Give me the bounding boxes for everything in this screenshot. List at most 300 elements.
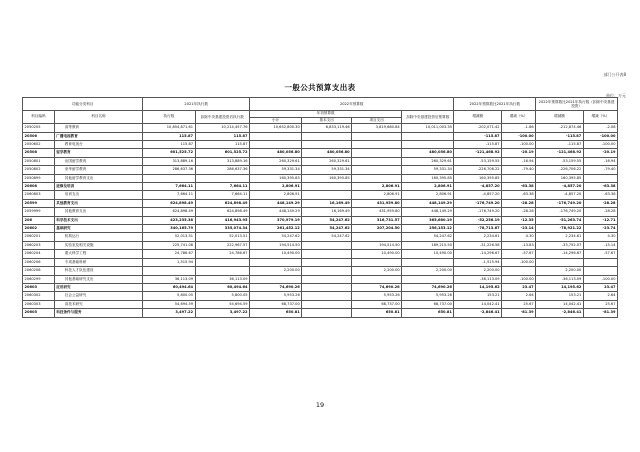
corner-label: 部门公开表8 [603,72,626,77]
header-func-class: 功能分类科目 [23,98,143,111]
header-annual-budget: 年初预算数 [250,111,402,118]
table-row [23,216,618,224]
cell-exec-excl: 601,525.72 [195,149,249,157]
cell-diff-amount: -14,296.67 [454,250,502,258]
cell-subtotal: 448,149.29 [250,199,302,207]
cell-exec-excl [195,258,249,266]
cell-diff-amount-2: 160,395.85 [536,174,584,182]
cell-diff-amount: -1,515.94 [454,258,502,266]
cell-exec: 624,898.49 [143,208,195,216]
cell-diff-amount: -226,706.22 [454,166,502,174]
cell-diff-rate [502,174,536,182]
cell-diff-amount: -176,749.20 [454,199,502,207]
cell-basic: 16,169.49 [302,208,352,216]
cell-budget-excl: 365,680.19 [402,216,454,224]
table-row [23,166,618,174]
cell-project: 431,959.80 [352,199,402,207]
cell-diff-amount: -115.87 [454,141,502,149]
cell-budget-excl: 480,056.80 [402,149,454,157]
cell-project: 2,806.91 [352,183,402,191]
cell-diff-amount: -4,857.20 [454,183,502,191]
header-budget-excl: 扣除中央基建投资后预算数 [402,111,454,124]
cell-project: 431,959.80 [352,208,402,216]
cell-budget-excl: 448,149.29 [402,199,454,207]
cell-diff-rate-2 [583,258,617,266]
cell-diff-amount: -4,857.20 [454,191,502,199]
cell-exec-excl: 54,694.59 [195,300,249,308]
table-row [23,174,618,182]
cell-diff-amount-2: -33,752.07 [536,241,584,249]
cell-project: 68,737.00 [352,300,402,308]
cell-diff-amount-2: -115.87 [536,132,584,140]
cell-subtotal: 260,329.61 [250,157,302,165]
cell-project: 3,819,680.84 [352,124,402,132]
cell-diff-amount-2: -2,846.41 [536,309,584,317]
cell-diff-rate-2: -28.28 [583,208,617,216]
cell-diff-rate: 2.64 [502,292,536,300]
cell-diff-rate-2: -12.71 [583,216,617,224]
table-body [23,124,618,317]
cell-exec-excl: 115.87 [195,132,249,140]
cell-subtotal: 2,806.91 [250,191,302,199]
cell-code: 2060204 [23,250,55,258]
cell-exec-excl: 222,967.57 [195,241,249,249]
cell-budget-excl [402,132,454,140]
cell-diff-amount: -78,713.67 [454,225,502,233]
cell-diff-rate-2 [583,267,617,275]
cell-project [352,157,402,165]
cell-name: 高等教育 [54,124,143,132]
cell-diff-rate [502,267,536,275]
table-row [23,199,618,207]
cell-basic [302,275,352,283]
cell-project [352,132,402,140]
cell-exec: 60,494.64 [143,283,195,291]
header-subtotal: 小计 [250,117,302,124]
cell-subtotal: 59,331.34 [250,166,302,174]
cell-exec: 601,525.72 [143,149,195,157]
cell-diff-rate-2: -100.00 [583,275,617,283]
table-row [23,191,618,199]
cell-diff-rate-2: -23.74 [583,225,617,233]
cell-diff-rate: -28.28 [502,199,536,207]
cell-subtotal: 5,953.26 [250,292,302,300]
table-row [23,267,618,275]
cell-exec-excl: 286,637.36 [195,166,249,174]
cell-diff-rate-2: -20.19 [583,149,617,157]
page-title: 一般公共预算支出表 [284,83,356,92]
cell-diff-amount-2: -51,263.74 [536,216,584,224]
cell-diff-rate: -20.19 [502,149,536,157]
header-inc-amount-2: 增减额 [536,111,584,124]
cell-basic [302,267,352,275]
cell-subtotal: 650.81 [250,309,302,317]
cell-diff-amount-2: 14,042.41 [536,300,584,308]
cell-name: 其他教育支出 [54,208,143,216]
cell-diff-rate: -100.00 [502,132,536,140]
table-row [23,132,618,140]
cell-diff-rate-2: -63.38 [583,191,617,199]
cell-project [352,174,402,182]
cell-exec: 7,664.11 [143,183,195,191]
cell-basic: 16,169.49 [302,199,352,207]
header-inc-rate: 增减（%） [502,111,536,124]
cell-subtotal [250,258,302,266]
header-inc-amount: 增减额 [454,111,502,124]
cell-code: 20508 [23,149,55,157]
cell-diff-amount: -53,159.55 [454,157,502,165]
cell-budget-excl: 448,149.29 [402,208,454,216]
cell-budget-excl: 2,806.91 [402,183,454,191]
cell-project: 316,731.57 [352,216,402,224]
cell-project: 194,514.50 [352,241,402,249]
cell-name: 出国留学教育 [54,157,143,165]
cell-basic: 260,329.61 [302,157,352,165]
cell-diff-rate: -100.00 [502,275,536,283]
cell-diff-rate: -63.38 [502,183,536,191]
cell-exec-excl: 10,214,457.76 [195,124,249,132]
cell-diff-amount: 14,042.41 [454,300,502,308]
cell-subtotal: 2,200.00 [250,267,302,275]
cell-name: 来华留学教育 [54,166,143,174]
cell-exec-excl: 24,786.67 [195,250,249,258]
header-budget-2022: 2022年预算数 [250,98,454,111]
cell-code: 20608 [23,183,55,191]
cell-name: 科技条件与服务 [54,309,143,317]
cell-budget-excl: 189,215.50 [402,241,454,249]
cell-diff-amount: 2,234.61 [454,233,502,241]
cell-code: 20605 [23,309,55,317]
cell-code: 206 [23,216,55,224]
cell-name: 应用研究 [54,283,143,291]
cell-diff-rate: -28.28 [502,208,536,216]
table-row [23,208,618,216]
cell-code: 2050802 [23,166,55,174]
cell-name: 留学教育 [54,149,143,157]
cell-name: 机构运行 [54,233,143,241]
cell-diff-rate-2: -100.00 [583,141,617,149]
header-inc-rate-2: 增减（%） [583,111,617,124]
cell-subtotal: 261,452.12 [250,225,302,233]
cell-diff-rate: -16.94 [502,157,536,165]
cell-project [352,233,402,241]
cell-basic [302,258,352,266]
cell-exec: 5,800.05 [143,292,195,300]
cell-exec: 1,515.94 [143,258,195,266]
cell-name: 实验室及相关设施 [54,241,143,249]
cell-subtotal: 2,806.91 [250,183,302,191]
cell-diff-rate-2: 23.47 [583,283,617,291]
cell-exec: 24,786.67 [143,250,195,258]
cell-project: 2,200.00 [352,267,402,275]
cell-subtotal: 54,247.62 [250,233,302,241]
cell-code: 2060803 [23,191,55,199]
cell-diff-rate: -63.38 [502,191,536,199]
cell-diff-amount: -202,071.42 [454,124,502,132]
cell-exec: 36,113.09 [143,275,195,283]
table-row [23,309,618,317]
cell-diff-amount: 14,195.62 [454,283,502,291]
cell-code: 2050899 [23,174,55,182]
cell-diff-rate-2: -79.40 [583,166,617,174]
cell-diff-rate-2 [583,174,617,182]
table-row [23,300,618,308]
cell-budget-excl [402,258,454,266]
cell-project: 74,690.26 [352,283,402,291]
cell-subtotal: 160,395.85 [250,174,302,182]
cell-exec: 313,889.16 [143,157,195,165]
cell-basic [302,309,352,317]
cell-basic [302,250,352,258]
cell-basic: 54,247.62 [302,233,352,241]
cell-diff-amount-2: -78,921.22 [536,225,584,233]
cell-code: 2050205 [23,124,55,132]
cell-basic [302,132,352,140]
cell-basic: 54,247.62 [302,216,352,224]
cell-basic [302,183,352,191]
cell-name: 教育电视台 [54,141,143,149]
header-exec-amount: 执行数 [143,111,195,124]
cell-diff-rate: -81.39 [502,309,536,317]
cell-exec-excl: 335,074.34 [195,225,249,233]
cell-diff-amount: 160,395.85 [454,174,502,182]
cell-code: 2050602 [23,141,55,149]
cell-subtotal [250,275,302,283]
cell-exec [143,267,195,275]
cell-diff-amount: 2,200.00 [454,267,502,275]
cell-budget-excl: 2,806.91 [402,191,454,199]
cell-basic [302,141,352,149]
cell-exec-excl: 416,943.95 [195,216,249,224]
cell-diff-rate: -100.00 [502,141,536,149]
table-row [23,258,618,266]
cell-budget-excl: 54,247.62 [402,233,454,241]
cell-subtotal [250,132,302,140]
cell-exec-excl: 624,898.49 [195,208,249,216]
cell-code: 2050801 [23,157,55,165]
cell-code: 20506 [23,132,55,140]
table-row [23,124,618,132]
cell-diff-amount-2: 153.21 [536,292,584,300]
header-exec-excl: 扣除中央基建投资后执行数 [195,111,249,124]
cell-code: 2059999 [23,208,55,216]
cell-exec-excl: 7,664.11 [195,183,249,191]
cell-diff-amount-2: -4,857.20 [536,191,584,199]
cell-name: 社会公益研究 [54,292,143,300]
cell-code: 2060201 [23,233,55,241]
cell-diff-amount-2: -53,159.55 [536,157,584,165]
cell-code: 20603 [23,283,55,291]
cell-name: 科学技术支出 [54,216,143,224]
cell-exec [143,174,195,182]
cell-diff-rate-2: -2.08 [583,124,617,132]
cell-exec-excl [195,267,249,275]
cell-project [352,141,402,149]
cell-subtotal: 10,652,800.30 [250,124,302,132]
cell-diff-rate: -13.83 [502,241,536,249]
cell-project: 650.81 [352,309,402,317]
table-row [23,250,618,258]
cell-diff-amount-2: -121,468.92 [536,149,584,157]
cell-subtotal: 448,149.29 [250,208,302,216]
cell-diff-rate-2: -57.67 [583,250,617,258]
cell-name: 基础研究 [54,225,143,233]
cell-budget-excl: 256,153.12 [402,225,454,233]
cell-diff-amount-2: 14,195.62 [536,283,584,291]
cell-exec-excl: 60,494.64 [195,283,249,291]
cell-exec-excl [195,174,249,182]
cell-exec-excl: 313,889.16 [195,157,249,165]
cell-project [352,166,402,174]
cell-exec: 115.87 [143,132,195,140]
cell-diff-rate-2: -16.94 [583,157,617,165]
cell-diff-amount-2 [536,258,584,266]
table-row [23,149,618,157]
cell-diff-rate-2: 25.67 [583,300,617,308]
cell-exec: 52,013.51 [143,233,195,241]
cell-basic: 6,833,119.46 [302,124,352,132]
table-row [23,275,618,283]
cell-diff-rate: -12.35 [502,216,536,224]
cell-name: 培训支出 [54,191,143,199]
cell-budget-excl: 2,200.00 [402,267,454,275]
cell-name: 高技术研究 [54,300,143,308]
cell-diff-rate-2: 4.30 [583,233,617,241]
table-row [23,157,618,165]
cell-subtotal [250,141,302,149]
cell-diff-rate: -1.86 [502,124,536,132]
cell-code: 2060303 [23,300,55,308]
unit-label: 单位：万元 [606,93,626,98]
cell-budget-excl: 260,329.61 [402,157,454,165]
cell-diff-rate: -100.00 [502,258,536,266]
cell-name: 广播电视教育 [54,132,143,140]
cell-basic [302,292,352,300]
cell-diff-rate: -79.40 [502,166,536,174]
cell-exec-excl: 7,664.11 [195,191,249,199]
cell-exec: 340,165.79 [143,225,195,233]
cell-budget-excl [402,141,454,149]
cell-basic: 59,331.34 [302,166,352,174]
header-name: 科目名称 [54,111,143,124]
cell-diff-amount-2: -212,874.46 [536,124,584,132]
cell-project [352,258,402,266]
cell-exec-excl: 5,800.05 [195,292,249,300]
cell-budget-excl: 650.81 [402,309,454,317]
cell-exec: 225,741.08 [143,241,195,249]
header-project: 项目支出 [352,117,402,124]
cell-budget-excl: 74,690.26 [402,283,454,291]
cell-basic: 54,247.62 [302,225,352,233]
cell-exec: 286,637.36 [143,166,195,174]
cell-budget-excl [402,275,454,283]
cell-basic: 160,395.85 [302,174,352,182]
cell-budget-excl: 10,011,003.35 [402,124,454,132]
cell-basic [302,241,352,249]
cell-diff-amount: -36,113.09 [454,275,502,283]
cell-project: 5,953.26 [352,292,402,300]
cell-diff-amount-2: 2,234.61 [536,233,584,241]
cell-project [352,149,402,157]
cell-name: 其他教育支出 [54,199,143,207]
cell-budget-excl: 59,331.34 [402,166,454,174]
cell-diff-rate-2: -28.28 [583,199,617,207]
cell-code: 20599 [23,199,55,207]
cell-project: 2,806.91 [352,191,402,199]
cell-exec: 54,694.59 [143,300,195,308]
cell-diff-rate-2: -63.38 [583,183,617,191]
cell-name: 其他基础研究支出 [54,275,143,283]
cell-basic [302,283,352,291]
cell-diff-amount-2: -115.87 [536,141,584,149]
cell-subtotal: 194,514.50 [250,241,302,249]
cell-diff-amount: -115.87 [454,132,502,140]
cell-budget-excl: 10,490.00 [402,250,454,258]
cell-name: 重大科学工程 [54,250,143,258]
cell-exec: 3,497.22 [143,309,195,317]
cell-diff-rate-2: -15.14 [583,241,617,249]
cell-exec-excl: 624,898.49 [195,199,249,207]
cell-subtotal: 68,737.00 [250,300,302,308]
cell-diff-rate-2: -81.39 [583,309,617,317]
cell-exec: 624,898.49 [143,199,195,207]
cell-diff-amount: -176,749.20 [454,208,502,216]
cell-project: 10,490.00 [352,250,402,258]
cell-code: 2060203 [23,241,55,249]
header-diff-exec: 2022年预算数比2021年执行数 [454,98,536,111]
cell-diff-amount: -31,226.58 [454,241,502,249]
cell-exec-excl: 52,013.51 [195,233,249,241]
table-row [23,141,618,149]
table-row [23,233,618,241]
cell-exec: 7,664.11 [143,191,195,199]
cell-name: 其他留学教育支出 [54,174,143,182]
cell-diff-rate: 25.67 [502,300,536,308]
cell-subtotal: 10,490.00 [250,250,302,258]
cell-exec-excl: 3,497.22 [195,309,249,317]
header-basic: 基本支出 [302,117,352,124]
table-row [23,183,618,191]
cell-diff-amount-2: -176,749.20 [536,208,584,216]
cell-diff-amount: -2,846.41 [454,309,502,317]
cell-exec: 115.87 [143,141,195,149]
cell-basic: 480,056.80 [302,149,352,157]
cell-diff-rate-2: 2.64 [583,292,617,300]
cell-diff-amount: 153.21 [454,292,502,300]
cell-subtotal: 370,979.19 [250,216,302,224]
page-number: 19 [315,401,325,409]
table-row [23,241,618,249]
table-row [23,225,618,233]
cell-name: 科技人才队伍建设 [54,267,143,275]
cell-basic [302,300,352,308]
cell-code: 20602 [23,225,55,233]
cell-exec: 10,854,871.61 [143,124,195,132]
header-code: 科目编码 [23,111,55,124]
cell-diff-rate: 4.30 [502,233,536,241]
cell-subtotal: 480,056.80 [250,149,302,157]
table-row [23,283,618,291]
cell-budget-excl: 68,737.00 [402,300,454,308]
cell-diff-rate: -23.14 [502,225,536,233]
cell-basic [302,191,352,199]
header-exec-2021: 2021年执行数 [143,98,250,111]
cell-exec-excl: 36,113.09 [195,275,249,283]
cell-subtotal: 74,690.26 [250,283,302,291]
cell-budget-excl: 5,953.26 [402,292,454,300]
cell-diff-amount-2: -226,706.22 [536,166,584,174]
cell-budget-excl: 160,395.85 [402,174,454,182]
